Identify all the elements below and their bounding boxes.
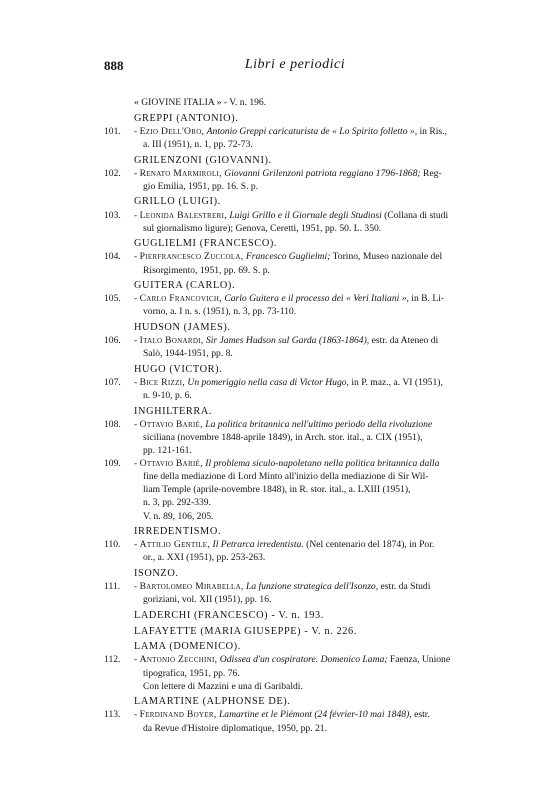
entry-continuation: goriziani, vol. XII (1951), pp. 16. xyxy=(143,594,272,606)
entry-source: Torino, Museo nazionale del xyxy=(332,251,443,263)
entry-continuation: siciliana (novembre 1848-aprile 1849), in Arch. stor. ital., a. CIX (1951), xyxy=(143,432,423,443)
subject-heading: GREPPI (ANTONIO). xyxy=(134,112,239,124)
subject-heading: INGHILTERRA. xyxy=(134,405,213,417)
entry-title: La funzione strategica dell'Isonzo, xyxy=(246,581,379,593)
entry-continuation: Salò, 1944-1951, pp. 8. xyxy=(143,348,233,360)
entry-continuation: n. 9-10, p. 6. xyxy=(143,390,192,402)
subject-heading: LAMA (DOMENICO). xyxy=(134,641,241,653)
entry-title: Antonio Greppi caricaturista de « Lo Spirito folletto », xyxy=(206,125,418,137)
entry-author: Ottavio Barié, xyxy=(139,418,203,430)
entry-author: Ottavio Barié, xyxy=(139,458,203,470)
cross-reference: « GIOVINE ITALIA » - V. n. 196. xyxy=(134,97,267,108)
entry-author: Bice Rizzi, xyxy=(139,377,185,389)
entry-title: Giovanni Grilenzoni patriota reggiano 1796-1868; xyxy=(224,167,421,179)
subject-heading: GUGLIELMI (FRANCESCO). xyxy=(134,238,278,250)
entry-continuation: Risorgimento, 1951, pp. 69. S. p. xyxy=(143,264,270,276)
entry-continuation: a. III (1951), n. 1, pp. 72-73. xyxy=(143,138,253,150)
bibliography-entry: 112. - Antonio Zecchini, Odissea d'un cospiratore. Domenico Lama; Faenza, Unione tipografica, 1951, pp. 76. Con lettere di Mazzini e una di Garibaldi. xyxy=(104,653,506,692)
entry-title: Lamartine et le Piémont (24 février-10 mai 1848), xyxy=(218,709,412,721)
entry-source: (Nel centenario del 1874), in Por. xyxy=(306,539,435,551)
subject-heading: LAMARTINE (ALPHONSE DE). xyxy=(134,696,291,708)
entry-author: Antonio Zecchini, xyxy=(139,654,218,666)
subject-heading: HUDSON (JAMES). xyxy=(134,322,231,334)
bibliography-entry: 106. - Italo Bonardi, Sir James Hudson sul Garda (1863-1864), estr. da Ateneo di Salò, 1944-1951, pp. 8. xyxy=(104,334,506,360)
running-title: Libri e periodici xyxy=(244,57,346,72)
subject-heading: LAFAYETTE (MARIA GIUSEPPE) - V. n. 226. xyxy=(134,625,357,637)
entry-source: in B. Li- xyxy=(411,293,445,305)
bibliography-entry: 103. - Leonida Balestreri, Luigi Grillo e il Giornale degli Studiosi (Collana di studi sul giornalismo ligure); Genova, Ceretti, 1951, pp. 50. L. 350. xyxy=(104,209,506,235)
entry-author: Ferdinand Boyer, xyxy=(139,709,217,721)
subject-heading: ISONZO. xyxy=(134,568,179,580)
entry-number: 110. xyxy=(104,539,121,551)
entry-number: 103. xyxy=(104,209,121,221)
entry-author: Ezio Dell'Oro, xyxy=(139,125,205,137)
entry-source: Reg- xyxy=(422,167,442,179)
entry-title: Carlo Guitera e il processo dei « Veri Italiani », xyxy=(224,293,409,305)
bibliography-entry: 111. - Bartolomeo Mirabella, La funzione strategica dell'Isonzo, estr. da Studi goriziani, vol. XII (1951), pp. 16. xyxy=(104,580,506,606)
entry-source: in P. maz., a. VI (1951), xyxy=(351,377,443,389)
entry-continuation: tipografica, 1951, pp. 76. xyxy=(143,667,240,679)
entry-author: Carlo Francovich, xyxy=(139,293,222,305)
entry-continuation: pp. 121-161. xyxy=(143,445,192,457)
entry-continuation: n. 3, pp. 292-339. xyxy=(143,497,211,509)
entry-source: in Ris., xyxy=(419,125,447,137)
entry-number: 113. xyxy=(104,709,121,721)
bibliography-entry: 110. - Attilio Gentile, Il Petrarca irredentista. (Nel centenario del 1874), in Por. or., a. XXI (1951), pp. 253-263. xyxy=(104,538,506,564)
page-number: 888 xyxy=(104,58,124,73)
subject-heading: LADERCHI (FRANCESCO) - V. n. 193. xyxy=(134,610,324,621)
entry-author: Italo Bonardi, xyxy=(139,335,204,347)
entry-number: 111. xyxy=(104,581,121,593)
bibliography-entry: 109. - Ottavio Barié, Il problema siculo-napoletano nella politica britannica dalla fine della mediazione di Lord Minto all'inizio della mediazione di Sir Wil- liam Temple (aprile-novembre 1848), in R. stor. ital., a. LXIII (1951), n. 3, pp. 292-339. V. n. 89, 106, 205. xyxy=(104,457,506,522)
bibliography-entry: 108. - Ottavio Barié, La politica britannica nell'ultimo periodo della rivoluzione siciliana (novembre 1848-aprile 1849), in Arch. stor. ital., a. CIX (1951), pp. 121-161. xyxy=(104,418,506,457)
entry-number: 109. xyxy=(104,458,121,470)
entry-author: Renato Marmiroli, xyxy=(139,167,222,179)
entry-source: (Collana di studi xyxy=(384,209,449,221)
bibliography-entry: 113. - Ferdinand Boyer, Lamartine et le Piémont (24 février-10 mai 1848), estr. da Revue d'Histoire diplomatique, 1950, pp. 21. xyxy=(104,708,506,734)
entry-title: La politica britannica nell'ultimo periodo della rivoluzione xyxy=(205,418,433,430)
entry-continuation: V. n. 89, 106, 205. xyxy=(143,510,214,522)
entry-number: 101. xyxy=(104,125,121,137)
entry-number: 104. xyxy=(104,251,121,263)
entry-title: Il problema siculo-napoletano nella politica britannica dalla xyxy=(205,458,440,470)
entry-continuation: liam Temple (aprile-novembre 1848), in R. stor. ital., a. LXIII (1951), xyxy=(143,484,411,496)
entry-continuation: gio Emilia, 1951, pp. 16. S. p. xyxy=(143,180,259,192)
entry-number: 102. xyxy=(104,167,121,179)
entry-number: 112. xyxy=(104,654,121,666)
subject-heading: GRILLO (LUIGI). xyxy=(134,196,221,208)
entry-continuation: or., a. XXI (1951), pp. 253-263. xyxy=(143,552,266,564)
entry-source: estr. xyxy=(414,709,430,721)
entry-title: Sir James Hudson sul Garda (1863-1864), xyxy=(205,335,370,347)
bibliography-entry: 104. - Pierfrancesco Zuccola, Francesco Guglielmi; Torino, Museo nazionale del Risorgimento, 1951, pp. 69. S. p. xyxy=(104,250,506,276)
entry-title: Francesco Guglielmi; xyxy=(245,251,331,263)
entry-source: estr. da Ateneo di xyxy=(371,335,439,347)
entry-title: Luigi Grillo e il Giornale degli Studiosi xyxy=(229,209,382,221)
subject-heading: HUGO (VICTOR). xyxy=(134,363,223,375)
entry-continuation: da Revue d'Histoire diplomatique, 1950, pp. 21. xyxy=(143,722,327,734)
entry-number: 106. xyxy=(104,335,121,347)
entry-number: 107. xyxy=(104,377,121,389)
bibliography-entry: 102. - Renato Marmiroli, Giovanni Grilenzoni patriota reggiano 1796-1868; Reg- gio Emilia, 1951, pp. 16. S. p. xyxy=(104,167,506,193)
entry-continuation: sul giornalismo ligure); Genova, Ceretti, 1951, pp. 50. L. 350. xyxy=(143,222,382,234)
entry-source: Faenza, Unione xyxy=(389,654,451,666)
entry-author: Attilio Gentile, xyxy=(139,539,211,551)
bibliography-entry: 105. - Carlo Francovich, Carlo Guitera e il processo dei « Veri Italiani », in B. Li- vorno, a. I n. s. (1951), n. 3, pp. 73-110. xyxy=(104,292,506,318)
subject-heading: IRREDENTISMO. xyxy=(134,526,222,538)
entry-author: Pierfrancesco Zuccola, xyxy=(139,251,244,263)
entry-continuation: vorno, a. I n. s. (1951), n. 3, pp. 73-110. xyxy=(143,306,297,318)
entry-author: Leonida Balestreri, xyxy=(139,209,227,221)
entry-number: 108. xyxy=(104,418,121,430)
subject-heading: GUITERA (CARLO). xyxy=(134,280,236,292)
bibliography-list xyxy=(104,96,506,735)
entry-source: estr. da Studi xyxy=(380,581,431,593)
entry-continuation: fine della mediazione di Lord Minto all'inizio della mediazione di Sir Wil- xyxy=(143,471,429,483)
entry-author: Bartolomeo Mirabella, xyxy=(139,581,244,593)
bibliography-entry: 101. - Ezio Dell'Oro, Antonio Greppi caricaturista de « Lo Spirito folletto », in Ris., a. III (1951), n. 1, pp. 72-73. xyxy=(104,125,506,151)
bibliography-entry: 107. - Bice Rizzi, Un pomeriggio nella casa di Victor Hugo, in P. maz., a. VI (1951), n. 9-10, p. 6. xyxy=(104,376,506,402)
entry-title: Il Petrarca irredentista. xyxy=(212,539,304,551)
entry-continuation: Con lettere di Mazzini e una di Garibaldi. xyxy=(143,680,303,692)
entry-number: 105. xyxy=(104,293,121,305)
entry-title: Odissea d'un cospiratore. Domenico Lama; xyxy=(219,654,388,666)
entry-title: Un pomeriggio nella casa di Victor Hugo, xyxy=(187,377,349,389)
subject-heading: GRILENZONI (GIOVANNI). xyxy=(134,154,272,166)
